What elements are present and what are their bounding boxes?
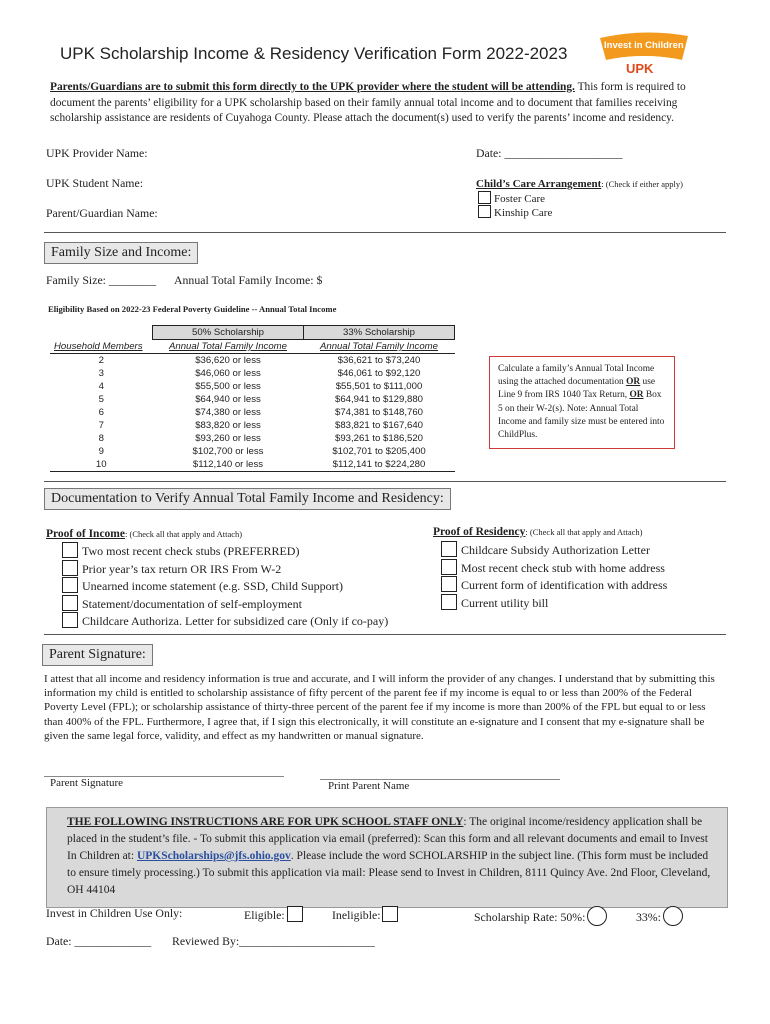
residency-title: Proof of Residency xyxy=(433,526,526,538)
proof-of-income-heading xyxy=(46,528,242,540)
table-cell-members: 5 xyxy=(98,394,104,405)
table-cell-members: 10 xyxy=(50,458,153,472)
table-cell-s50: $36,620 or less xyxy=(195,355,261,366)
note-or-1: OR xyxy=(626,377,641,388)
staff-email-link[interactable]: UPKScholarships@jfs.ohio.gov xyxy=(136,850,291,862)
table-row xyxy=(50,393,455,406)
rate-33-option[interactable] xyxy=(636,906,683,926)
family-size-section: Family Size and Income: xyxy=(44,242,198,264)
checkbox[interactable] xyxy=(62,577,78,593)
table-row xyxy=(50,432,455,445)
foster-checkbox[interactable] xyxy=(478,191,491,204)
checkbox-item[interactable] xyxy=(441,541,667,559)
checkbox-label: Current form of identification with address xyxy=(461,578,668,593)
table-row xyxy=(50,406,455,419)
table-cell-s50: $74,380 or less xyxy=(195,407,261,418)
table-cell-s33: $83,821 to $167,640 xyxy=(334,420,424,431)
note-text-b: use Line 9 from IRS 1040 Tax Return, xyxy=(498,377,655,401)
table-row xyxy=(50,458,455,472)
checkbox-label: Most recent check stub with home address xyxy=(461,560,665,575)
foster-label: Foster Care xyxy=(494,193,546,205)
checkbox-label: Childcare Subsidy Authorization Letter xyxy=(461,543,650,557)
checkbox-item[interactable] xyxy=(441,594,667,612)
checkbox[interactable] xyxy=(441,541,457,557)
income-title: Proof of Income xyxy=(46,528,125,540)
print-parent-name-field[interactable]: Print Parent Name xyxy=(328,780,410,792)
table-cell-members: 8 xyxy=(98,433,104,444)
table-cell-s50: $55,500 or less xyxy=(195,381,261,392)
care-arrangement xyxy=(476,178,683,190)
proof-of-income-list xyxy=(62,542,388,630)
divider xyxy=(44,481,726,482)
table-row xyxy=(50,380,455,393)
staff-text-2: . Please include the word SCHOLARSHIP in the subject line. (This form must be included to ensure timely processing.) To submit this application via mail: Please send to Invest in Children, 8111 Quincy Ave. 2nd Floor, Cleveland, OH 44104 xyxy=(67,850,711,896)
student-name-label[interactable]: UPK Student Name: xyxy=(46,176,143,190)
reviewed-by-field[interactable]: Reviewed By:_______________________ xyxy=(172,934,375,948)
table-cell-s33: $102,701 to $205,400 xyxy=(332,446,426,457)
ineligible-checkbox[interactable] xyxy=(382,906,398,922)
col-33: 33% Scholarship xyxy=(304,326,455,340)
ineligible-option[interactable] xyxy=(332,906,402,923)
parent-signature-field[interactable]: Parent Signature xyxy=(50,777,124,789)
checkbox-item[interactable] xyxy=(441,559,667,577)
checkbox-label: Unearned income statement (e.g. SSD, Child Support) xyxy=(82,579,343,594)
table-row xyxy=(50,354,455,368)
invest-in-children-logo xyxy=(598,30,690,76)
eligible-label: Eligible: xyxy=(244,908,285,922)
checkbox-item[interactable] xyxy=(62,542,388,560)
checkbox-item[interactable] xyxy=(62,612,388,630)
checkbox-label: Prior year’s tax return OR IRS From W-2 xyxy=(82,561,282,576)
table-cell-members: 3 xyxy=(98,368,104,379)
checkbox[interactable] xyxy=(441,559,457,575)
kinship-label: Kinship Care xyxy=(494,207,553,219)
table-cell-members: 6 xyxy=(98,407,104,418)
checkbox[interactable] xyxy=(441,594,457,610)
checkbox-label: Two most recent check stubs (PREFERRED) xyxy=(82,544,300,558)
parent-name-label[interactable]: Parent/Guardian Name: xyxy=(46,206,158,220)
logo-upk: UPK xyxy=(626,61,654,76)
documentation-section: Documentation to Verify Annual Total Family Income and Residency: xyxy=(44,488,451,510)
table-cell-s50: $112,140 or less xyxy=(153,458,304,472)
kinship-care-option[interactable] xyxy=(478,205,552,219)
checkbox[interactable] xyxy=(62,612,78,628)
rate-50-option[interactable] xyxy=(474,906,607,926)
table-cell-s33: $55,501 to $111,000 xyxy=(335,381,423,392)
checkbox[interactable] xyxy=(441,576,457,592)
annual-income-field[interactable]: Annual Total Family Income: $ xyxy=(174,273,323,287)
staff-heading: THE FOLLOWING INSTRUCTIONS ARE FOR UPK SCHOOL STAFF ONLY xyxy=(67,816,464,828)
staff-instructions xyxy=(46,807,728,908)
divider xyxy=(44,232,726,233)
date-field[interactable]: Date: ____________________ xyxy=(476,146,623,160)
note-text-c: Box 5 on their W-2(s). Note: Annual Total Income and family size must be entered into ChildPlus. xyxy=(498,390,665,441)
table-cell-s33: $36,621 to $73,240 xyxy=(337,355,421,366)
attestation-text: I attest that all income and residency information is true and accurate, and I will inform the provider of any changes. I understand that by submitting this information my child is entitled to scholarship assistance of fifty percent of the parent fee if my income is equal to or less than 200% of the Federal Poverty Level (FPL); or scholarship assistance of thirty-three percent of the parent fee if my income is more than 200% of the FPL but equal to or less than 400% of the FPL. Furthermore, I agree that, if I sign this electronically, it will constitute an e-signature and I consent that my e-signature shall be given the same legal force, validity, and effect as my handwritten or manual signature. xyxy=(44,673,715,742)
rate-50-radio[interactable] xyxy=(587,906,607,926)
table-cell-members: 2 xyxy=(98,355,104,366)
logo-text: Invest in Children xyxy=(604,40,684,51)
care-hint: : (Check if either apply) xyxy=(601,179,683,189)
checkbox[interactable] xyxy=(62,542,78,558)
checkbox[interactable] xyxy=(62,595,78,611)
table-cell-s33: $64,941 to $129,880 xyxy=(334,394,424,405)
rate-33-label: 33%: xyxy=(636,910,661,924)
checkbox-label: Current utility bill xyxy=(461,595,549,610)
checkbox-item[interactable] xyxy=(62,595,388,613)
note-text-a: Calculate a family’s Annual Total Income using the attached documentation xyxy=(498,364,655,388)
sub-income-50: Annual Total Family Income xyxy=(168,341,288,352)
checkbox[interactable] xyxy=(62,560,78,576)
income-hint: : (Check all that apply and Attach) xyxy=(125,529,243,539)
checkbox-label: Childcare Authoriza. Letter for subsidized care (Only if co-pay) xyxy=(82,614,389,629)
table-cell-s50: $83,820 or less xyxy=(195,420,261,431)
checkbox-item[interactable] xyxy=(62,577,388,595)
office-use-label: Invest in Children Use Only: xyxy=(46,906,183,920)
table-cell-s33: $112,141 to $224,280 xyxy=(304,458,455,472)
rate-label: Scholarship Rate: 50%: xyxy=(474,910,586,924)
rate-33-radio[interactable] xyxy=(663,906,683,926)
poverty-guideline-table xyxy=(50,325,455,472)
divider xyxy=(44,634,726,635)
table-cell-s50: $93,260 or less xyxy=(195,433,261,444)
table-cell-members: 4 xyxy=(98,381,104,392)
intro-text: This form is required to document the parents’ eligibility for a UPK scholarship based on their family annual total income and to document that families receiving scholarship assistance are residents of Cuyahoga County. Please attach the document(s) used to verify the parents’ income and residency. xyxy=(50,81,686,125)
table-cell-members: 9 xyxy=(98,446,104,457)
table-cell-members: 7 xyxy=(98,420,104,431)
checkbox-item[interactable] xyxy=(441,576,667,594)
staff-text-1: : The original income/residency application shall be placed in the student’s file. - To submit this application via email (preferred): Scan this form and all relevant documents and email to Invest In Children at: xyxy=(67,816,708,862)
foster-care-option[interactable] xyxy=(478,191,545,205)
kinship-checkbox[interactable] xyxy=(478,205,491,218)
table-cell-s33: $74,381 to $148,760 xyxy=(334,407,424,418)
checkbox-item[interactable] xyxy=(62,560,388,578)
table-cell-s50: $102,700 or less xyxy=(192,446,264,457)
proof-of-residency-list xyxy=(441,541,667,611)
form-title: UPK Scholarship Income & Residency Verification Form 2022-2023 xyxy=(60,44,568,63)
sub-income-33: Annual Total Family Income xyxy=(319,341,439,352)
provider-name-label[interactable]: UPK Provider Name: xyxy=(46,146,148,160)
checkbox-label: Statement/documentation of self-employment xyxy=(82,596,302,611)
eligible-option[interactable] xyxy=(244,906,307,923)
table-row xyxy=(50,445,455,458)
intro-bold: Parents/Guardians are to submit this form directly to the UPK provider where the student will be attending. xyxy=(50,81,575,93)
intro-paragraph xyxy=(50,80,730,127)
office-date-field[interactable]: Date: _____________ xyxy=(46,934,152,948)
residency-hint: : (Check all that apply and Attach) xyxy=(525,527,643,537)
income-calculation-note xyxy=(489,356,675,449)
parent-signature-section: Parent Signature: xyxy=(42,644,153,666)
col-50: 50% Scholarship xyxy=(153,326,304,340)
eligible-checkbox[interactable] xyxy=(287,906,303,922)
table-cell-s50: $64,940 or less xyxy=(195,394,261,405)
care-title: Child’s Care Arrangement xyxy=(476,178,602,190)
table-cell-s50: $46,060 or less xyxy=(195,368,261,379)
proof-of-residency-heading xyxy=(433,526,643,538)
table-cell-s33: $46,061 to $92,120 xyxy=(337,368,421,379)
ineligible-label: Ineligible: xyxy=(332,908,381,922)
table-row xyxy=(50,419,455,432)
table-cell-s33: $93,261 to $186,520 xyxy=(334,433,424,444)
family-size-field[interactable]: Family Size: ________ xyxy=(46,273,157,287)
table-row xyxy=(50,367,455,380)
eligibility-heading: Eligibility Based on 2022-23 Federal Poverty Guideline -- Annual Total Income xyxy=(48,304,337,314)
note-or-2: OR xyxy=(629,390,644,401)
sub-members: Household Members xyxy=(54,340,143,352)
